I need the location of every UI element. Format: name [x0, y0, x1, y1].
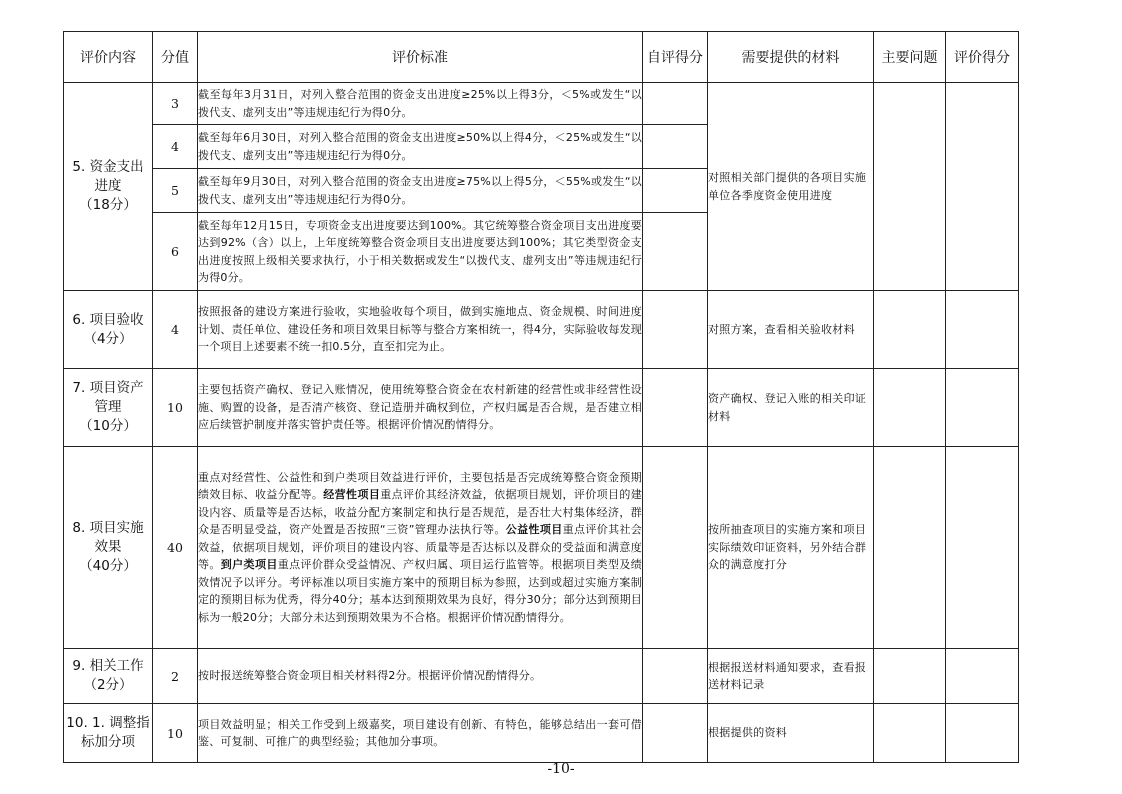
self-score-cell — [643, 447, 708, 649]
eval-score-cell — [946, 83, 1019, 291]
materials-cell: 根据报送材料通知要求，查看报送材料记录 — [708, 649, 874, 704]
eval-score-cell — [946, 447, 1019, 649]
category-points: （10分） — [79, 418, 137, 434]
header-eval-score: 评价得分 — [946, 32, 1019, 83]
score-cell: 5 — [153, 169, 198, 213]
eval-score-cell — [946, 704, 1019, 763]
self-score-cell — [643, 369, 708, 447]
criteria-cell: 截至每年12月15日，专项资金支出进度要达到100%。其它统筹整合资金项目支出进度要达到92%（含）以上，上年度统筹整合资金项目支出进度要达到100%；其它类型资金支出进度按照上级相关要求执行，小于相关数据或发生“以拨代支、虚列支出”等违规违纪行为得0分。 — [198, 213, 643, 291]
materials-cell: 对照相关部门提供的各项目实施单位各季度资金使用进度 — [708, 83, 874, 291]
problems-cell — [874, 704, 946, 763]
score-cell: 6 — [153, 213, 198, 291]
header-criteria: 评价标准 — [198, 32, 643, 83]
category-cell — [64, 447, 153, 649]
header-problems: 主要问题 — [874, 32, 946, 83]
problems-cell — [874, 291, 946, 369]
criteria-cell: 截至每年3月31日，对列入整合范围的资金支出进度≥25%以上得3分，＜5%或发生“以拨代支、虚列支出”等违规违纪行为得0分。 — [198, 83, 643, 125]
category-label: 8. 项目实施 — [72, 520, 144, 536]
eval-score-cell — [946, 369, 1019, 447]
criteria-cell: 主要包括资产确权、登记入账情况，使用统筹整合资金在农村新建的经营性或非经营性设施、购置的设备，是否清产核资、登记造册并确权到位，产权归属是否合规，是否建立相应后续管护制度并落实管护责任等。根据评价情况酌情得分。 — [198, 369, 643, 447]
criteria-cell: 按照报备的建设方案进行验收，实地验收每个项目，做到实施地点、资金规模、时间进度计划、责任单位、建设任务和项目效果目标等与整合方案相统一，得4分，实际验收每发现一个项目上述要素不统一扣0.5分，直至扣完为止。 — [198, 291, 643, 369]
category-label: 6. 项目验收 — [72, 311, 144, 328]
category-label: 10. 1. 调整指 — [66, 715, 150, 731]
problems-cell — [874, 447, 946, 649]
materials-cell: 按所抽查项目的实施方案和项目实际绩效印证资料，另外结合群众的满意度打分 — [708, 447, 874, 649]
table-row — [64, 447, 1019, 649]
self-score-cell — [643, 83, 708, 125]
criteria-text: 重点评价其经济效益，依据项目规划，评价项目的建设内容、质量等是否达标，收益分配方案制定和执行是否规范，是否壮大村集体经济，群众是否明显受益，资产处置是否按照“三资”管理办法执行等。 — [198, 488, 642, 537]
header-self-score: 自评得分 — [643, 32, 708, 83]
header-row — [64, 32, 1019, 83]
score-cell: 10 — [153, 369, 198, 447]
problems-cell — [874, 83, 946, 291]
criteria-cell — [198, 447, 643, 649]
score-cell: 2 — [153, 649, 198, 704]
category-points: （4分） — [83, 330, 133, 347]
self-score-cell — [643, 125, 708, 169]
self-score-cell — [643, 213, 708, 291]
self-score-cell — [643, 649, 708, 704]
criteria-text: 重点评价群众受益情况、产权归属、项目运行监管等。根据项目类型及绩效情况予以评分。考评标准以项目实施方案中的预期目标为参照，达到或超过实施方案制定的预期目标为优秀，得分40分；基本达到预期效果为良好，得分30分；部分达到预期目标为一般20分；大部分未达到预期效果为不合格。根据评价情况酌情得分。 — [198, 558, 642, 624]
table-row — [64, 649, 1019, 704]
criteria-cell: 项目效益明显；相关工作受到上级嘉奖，项目建设有创新、有特色，能够总结出一套可借鉴、可复制、可推广的典型经验；其他加分事项。 — [198, 704, 643, 763]
header-materials: 需要提供的材料 — [708, 32, 874, 83]
category-points: （2分） — [83, 677, 133, 693]
problems-cell — [874, 649, 946, 704]
category-label: 9. 相关工作 — [72, 658, 144, 674]
category-label: 7. 项目资产 — [72, 380, 144, 396]
category-label: 标加分项 — [81, 734, 135, 750]
score-cell: 4 — [153, 291, 198, 369]
criteria-cell: 按时报送统筹整合资金项目相关材料得2分。根据评价情况酌情得分。 — [198, 649, 643, 704]
category-label: 管理 — [94, 399, 122, 415]
criteria-text: 重点评价其社会效益，依据项目规划，评价项目的建设内容、质量等是否达标以及群众的受益面和满意度等。 — [198, 523, 643, 572]
materials-cell: 资产确权、登记入账的相关印证材料 — [708, 369, 874, 447]
table-row — [64, 369, 1019, 447]
self-score-cell — [643, 291, 708, 369]
table-row — [64, 704, 1019, 763]
criteria-text: 重点对经营性、公益性和到户类项目效益进行评价，主要包括是否完成统筹整合资金预期绩效目标、收益分配等。 — [198, 470, 642, 502]
table-row — [64, 291, 1019, 369]
criteria-bold-term: 经营性项目 — [323, 488, 381, 502]
category-cell — [64, 369, 153, 447]
category-cell — [64, 291, 153, 369]
category-points: （40分） — [79, 558, 137, 574]
self-score-cell — [643, 704, 708, 763]
score-cell: 10 — [153, 704, 198, 763]
score-cell: 3 — [153, 83, 198, 125]
materials-cell: 根据提供的资料 — [708, 704, 874, 763]
category-label: 效果 — [94, 539, 122, 555]
evaluation-table — [63, 31, 1019, 763]
criteria-cell: 截至每年9月30日，对列入整合范围的资金支出进度≥75%以上得5分，＜55%或发生“以拨代支、虚列支出”等违规违纪行为得0分。 — [198, 169, 643, 213]
criteria-cell: 截至每年6月30日，对列入整合范围的资金支出进度≥50%以上得4分，＜25%或发生“以拨代支、虚列支出”等违规违纪行为得0分。 — [198, 125, 643, 169]
materials-cell: 对照方案，查看相关验收材料 — [708, 291, 874, 369]
criteria-bold-term: 到户类项目 — [220, 558, 278, 572]
score-cell: 4 — [153, 125, 198, 169]
category-label: 5. 资金支出 — [72, 159, 144, 175]
header-score: 分值 — [153, 32, 198, 83]
criteria-bold-term: 公益性项目 — [505, 523, 563, 537]
category-points: （18分） — [79, 197, 137, 213]
category-label: 进度 — [94, 178, 122, 194]
header-content: 评价内容 — [64, 32, 153, 83]
page-number: -10- — [547, 761, 575, 777]
table-row — [64, 83, 1019, 125]
category-cell — [64, 704, 153, 763]
problems-cell — [874, 369, 946, 447]
score-cell: 40 — [153, 447, 198, 649]
category-cell — [64, 83, 153, 291]
eval-score-cell — [946, 649, 1019, 704]
eval-score-cell — [946, 291, 1019, 369]
self-score-cell — [643, 169, 708, 213]
category-cell — [64, 649, 153, 704]
